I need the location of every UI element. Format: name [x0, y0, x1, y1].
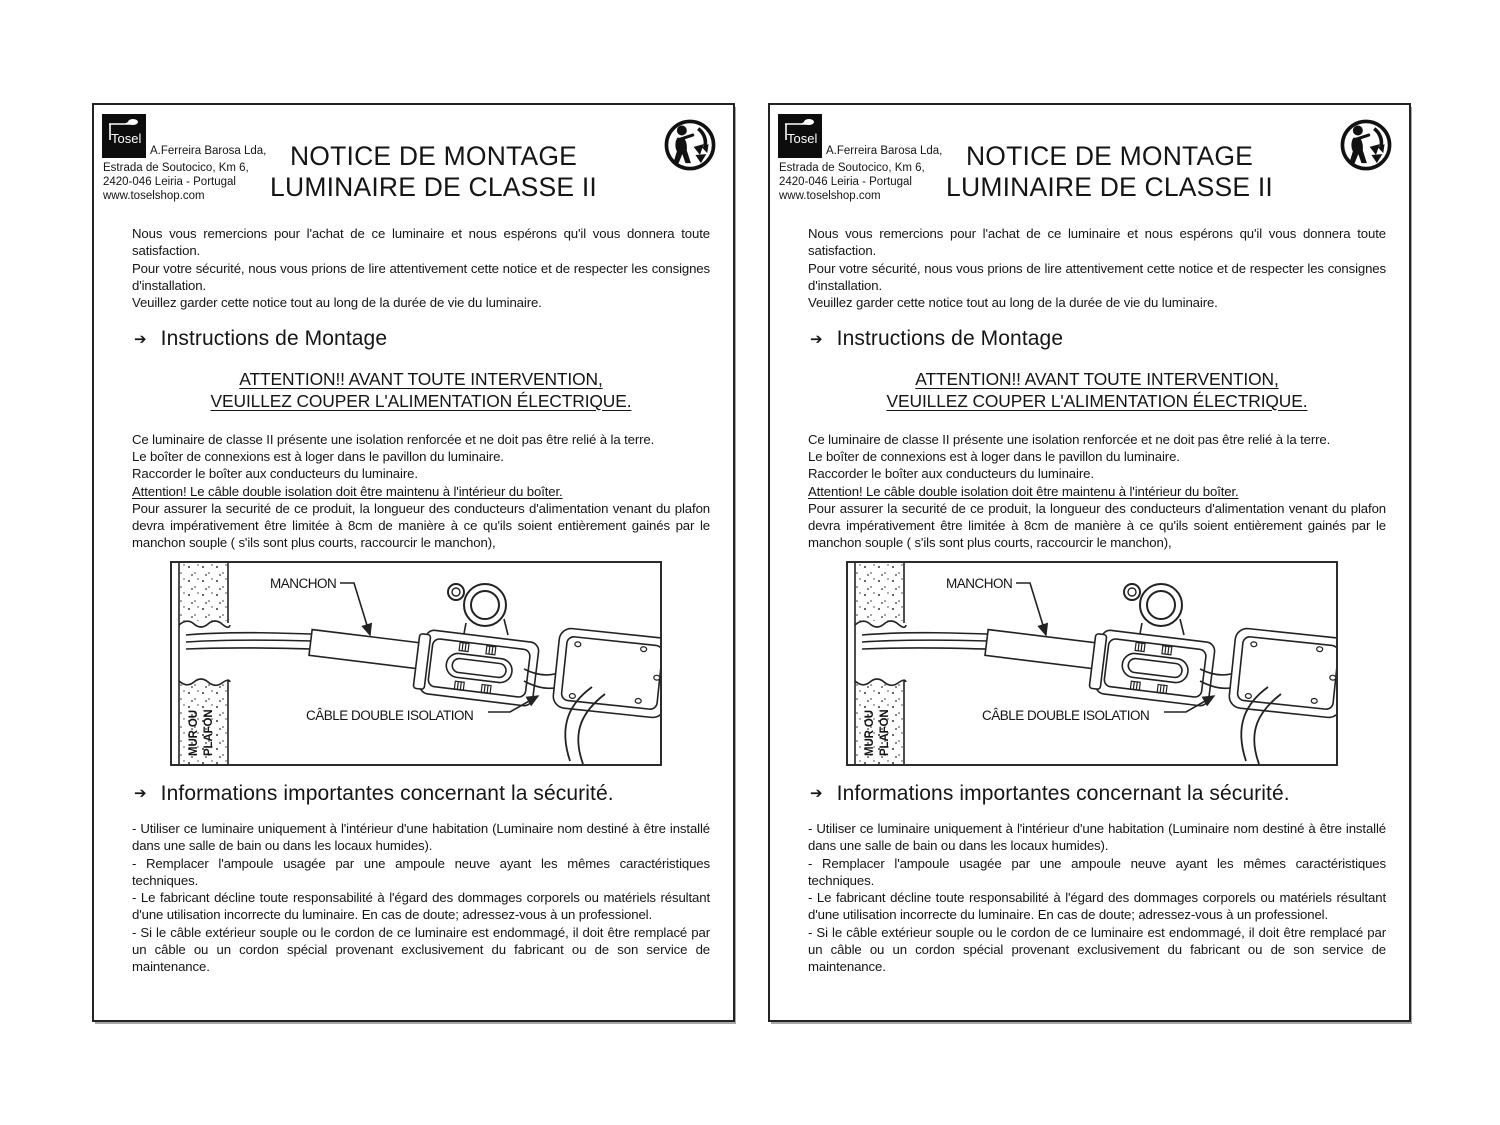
document-title — [204, 141, 663, 203]
warning-line-1: ATTENTION!! AVANT TOUTE INTERVENTION, — [915, 368, 1279, 389]
sleeve-paragraph: Pour assurer la securité de ce produit, la longueur des conducteurs d'alimentation venant du plafon devra impérativement être limitée à 8cm de manière à ce qu'ils soient entièrement gainés par le manchon souple ( s'ils sont plus courts, raccourcir le manchon), — [132, 500, 710, 551]
safety-item-2: - Remplacer l'ampoule usagée par une ampoule neuve ayant les mêmes caractéristiques techniques. — [808, 855, 1386, 888]
warning-banner — [132, 368, 710, 412]
safety-list — [808, 820, 1386, 976]
installation-diagram — [846, 561, 1338, 766]
company-website: www.toselshop.com — [103, 190, 205, 203]
tosel-lamp-icon — [778, 114, 822, 158]
attention-cable-note: Attention! Le câble double isolation doit être maintenu à l'intérieur du boîter. — [808, 483, 1239, 499]
company-name: A.Ferreira Barosa Lda, — [150, 145, 267, 157]
class-info — [808, 431, 1386, 483]
class-info-line-3: Raccorder le boîter aux conducteurs du luminaire. — [808, 466, 1094, 482]
safety-list — [132, 820, 710, 976]
safety-item-3: - Le fabricant décline toute responsabilité à l'égard des dommages corporels ou matériels résultant d'une utilisation incorrecte du luminaire. En cas de doute; adressez-vous à un professionel. — [808, 890, 1386, 923]
intro-paragraph-2: Pour votre sécurité, nous vous prions de lire attentivement cette notice et de respecter les consignes d'installation. — [132, 260, 710, 293]
diagram-label-wall-2: PLAFON — [203, 709, 215, 756]
section-heading-montage-label: Instructions de Montage — [836, 327, 1064, 351]
sheet-body — [132, 225, 710, 976]
warning-banner — [808, 368, 1386, 412]
class-info-line-2: Le boîter de connexions est à loger dans le pavillon du luminaire. — [132, 448, 504, 464]
document-title — [880, 141, 1339, 203]
section-heading-securite — [132, 781, 710, 806]
tosel-lamp-icon — [102, 114, 146, 158]
title-line-2: LUMINAIRE DE CLASSE II — [270, 172, 597, 202]
class-info-line-2: Le boîter de connexions est à loger dans le pavillon du luminaire. — [808, 448, 1180, 464]
sheet-body — [808, 225, 1386, 976]
warning-line-2: VEUILLEZ COUPER L'ALIMENTATION ÉLECTRIQUE. — [886, 390, 1308, 411]
arrow-right-icon: ➔ — [134, 785, 147, 803]
diagram-label-wall-2: PLAFON — [879, 709, 891, 756]
safety-item-2: - Remplacer l'ampoule usagée par une ampoule neuve ayant les mêmes caractéristiques techniques. — [132, 855, 710, 888]
title-line-1: NOTICE DE MONTAGE — [289, 141, 578, 171]
intro-paragraph-3: Veuillez garder cette notice tout au long de la durée de vie du luminaire. — [132, 295, 542, 311]
safety-item-1: - Utiliser ce luminaire uniquement à l'intérieur d'une habitation (Luminaire nom destiné à être installé dans une salle de bain ou dans les locaux humides). — [808, 820, 1386, 854]
address-line-2: 2420-046 Leiria - Portugal — [779, 176, 912, 189]
installation-diagram — [170, 561, 662, 766]
diagram-label-wall-1: MUR OU — [188, 709, 200, 756]
intro-paragraph-1: Nous vous remercions pour l'achat de ce luminaire et nous espérons qu'il vous donnera toute satisfaction. — [132, 226, 710, 259]
title-line-2: LUMINAIRE DE CLASSE II — [946, 172, 1273, 202]
class-info-line-1: Ce luminaire de classe II présente une isolation renforcée et ne doit pas être relié à la terre. — [808, 431, 1331, 447]
class-info — [132, 431, 710, 483]
section-heading-securite-label: Informations importantes concernant la sécurité. — [836, 781, 1290, 805]
safety-item-3: - Le fabricant décline toute responsabilité à l'égard des dommages corporels ou matériels résultant d'une utilisation incorrecte du luminaire. En cas de doute; adressez-vous à un professionel. — [132, 890, 710, 923]
sleeve-paragraph: Pour assurer la securité de ce produit, la longueur des conducteurs d'alimentation venant du plafon devra impérativement être limitée à 8cm de manière à ce qu'ils soient entièrement gainés par le manchon souple ( s'ils sont plus courts, raccourcir le manchon), — [808, 500, 1386, 551]
address-line-1: Estrada de Soutocico, Km 6, — [779, 162, 925, 174]
address-line-1: Estrada de Soutocico, Km 6, — [103, 162, 249, 174]
arrow-right-icon: ➔ — [810, 331, 823, 349]
triman-recycling-icon — [1337, 116, 1395, 174]
arrow-right-icon: ➔ — [810, 785, 823, 803]
arrow-right-icon: ➔ — [134, 331, 147, 349]
safety-item-4: - Si le câble extérieur souple ou le cordon de ce luminaire est endommagé, il doit être remplacé par un câble ou un cordon spécial provenant exclusivement du fabricant ou de son service de maintenance. — [808, 924, 1386, 975]
diagram-label-manchon: MANCHON — [270, 575, 337, 591]
diagram-label-wall-1: MUR OU — [864, 709, 876, 756]
address-line-2: 2420-046 Leiria - Portugal — [103, 176, 236, 189]
svg-text:Tosel: Tosel — [111, 131, 142, 146]
safety-item-1: - Utiliser ce luminaire uniquement à l'intérieur d'une habitation (Luminaire nom destiné à être installé dans une salle de bain ou dans les locaux humides). — [132, 820, 710, 854]
svg-text:Tosel: Tosel — [787, 131, 818, 146]
diagram-label-manchon: MANCHON — [946, 575, 1013, 591]
title-line-1: NOTICE DE MONTAGE — [965, 141, 1254, 171]
section-heading-montage-label: Instructions de Montage — [160, 327, 388, 351]
warning-line-2: VEUILLEZ COUPER L'ALIMENTATION ÉLECTRIQUE. — [210, 390, 632, 411]
intro-paragraph-3: Veuillez garder cette notice tout au long de la durée de vie du luminaire. — [808, 295, 1218, 311]
class-info-line-3: Raccorder le boîter aux conducteurs du luminaire. — [132, 466, 418, 482]
tosel-logo — [102, 114, 146, 158]
class-info-line-1: Ce luminaire de classe II présente une isolation renforcée et ne doit pas être relié à la terre. — [132, 431, 655, 447]
intro-paragraph-1: Nous vous remercions pour l'achat de ce luminaire et nous espérons qu'il vous donnera toute satisfaction. — [808, 226, 1386, 259]
diagram-label-cable: CÂBLE DOUBLE ISOLATION — [306, 707, 474, 723]
section-heading-securite-label: Informations importantes concernant la sécurité. — [160, 781, 614, 805]
safety-item-4: - Si le câble extérieur souple ou le cordon de ce luminaire est endommagé, il doit être remplacé par un câble ou un cordon spécial provenant exclusivement du fabricant ou de son service de maintenance. — [132, 924, 710, 975]
company-name: A.Ferreira Barosa Lda, — [826, 145, 943, 157]
tosel-logo — [778, 114, 822, 158]
intro-paragraph-2: Pour votre sécurité, nous vous prions de lire attentivement cette notice et de respecter les consignes d'installation. — [808, 260, 1386, 293]
section-heading-securite — [808, 781, 1386, 806]
section-heading-montage — [132, 326, 710, 351]
attention-cable-note: Attention! Le câble double isolation doit être maintenu à l'intérieur du boîter. — [132, 483, 563, 499]
warning-line-1: ATTENTION!! AVANT TOUTE INTERVENTION, — [239, 368, 603, 389]
triman-recycling-icon — [661, 116, 719, 174]
diagram-label-cable: CÂBLE DOUBLE ISOLATION — [982, 707, 1150, 723]
notice-sheet-left — [92, 103, 735, 1022]
company-website: www.toselshop.com — [779, 190, 881, 203]
section-heading-montage — [808, 326, 1386, 351]
notice-sheet-right — [768, 103, 1411, 1022]
